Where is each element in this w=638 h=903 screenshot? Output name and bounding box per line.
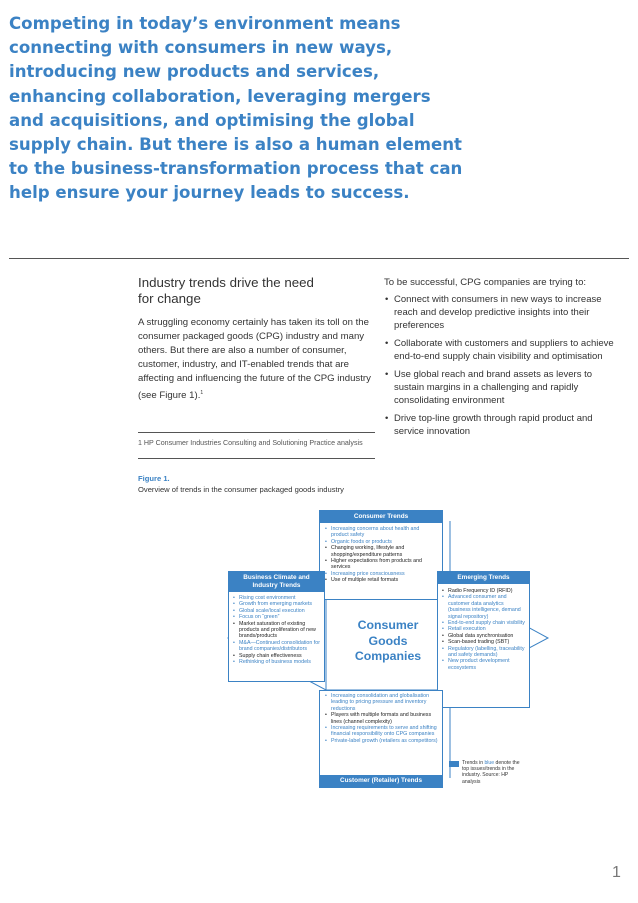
- trend-item: • Increasing price consciousness: [325, 571, 438, 577]
- footnote-divider: [138, 432, 375, 433]
- trend-item: • Radio Frequency ID (RFID): [442, 588, 526, 594]
- trend-item: • Focus on “green”: [233, 614, 321, 620]
- figure-label: Figure 1.: [138, 474, 170, 483]
- business-trends-box: [228, 571, 325, 682]
- trend-item: • Use of multiple retail formats: [325, 577, 438, 583]
- goal-item: • Drive top-line growth through rapid product and service innovation: [384, 412, 624, 438]
- trend-item: • Market saturation of existing products and proliferation of new brands/products: [233, 621, 321, 640]
- consumer-trends-box: [319, 510, 443, 600]
- trend-item: • Advanced consumer and customer data analytics (business intelligence, demand signal repository): [442, 594, 526, 620]
- consumer-trends-title: Consumer Trends: [320, 511, 442, 523]
- trend-item: • Retail execution: [442, 626, 526, 632]
- trend-item: • Changing working, lifestyle and shopping/expenditure patterns: [325, 545, 438, 558]
- goals-list: [384, 293, 624, 438]
- legend-text: Trends in blue denote the top issues/trends in the industry. Source: HP analysis: [462, 760, 520, 785]
- section-title: Industry trends drive the need for change: [138, 275, 314, 306]
- trend-item: • End-to-end supply chain visibility: [442, 620, 526, 626]
- trend-item: • Rising cost environment: [233, 595, 321, 601]
- trend-item: • Increasing concerns about health and product safety: [325, 526, 438, 539]
- emerging-trends-title: Emerging Trends: [438, 572, 529, 584]
- trend-item: • Organic foods or products: [325, 539, 438, 545]
- trend-item: • Supply chain effectiveness: [233, 653, 321, 659]
- left-column: [138, 275, 376, 403]
- trend-item: • M&A—Continued consolidation for brand companies/distributors: [233, 640, 321, 653]
- trend-item: • New product development ecosystems: [442, 658, 526, 671]
- trend-item: • Global scale/local execution: [233, 608, 321, 614]
- footnote-ref: 1: [200, 390, 204, 396]
- trend-item: • Growth from emerging markets: [233, 601, 321, 607]
- business-trends-title: Business Climate and Industry Trends: [229, 572, 324, 592]
- goal-item: • Use global reach and brand assets as levers to sustain margins in a challenging and rapidly consolidating environment: [384, 368, 624, 407]
- emerging-trends-box: [437, 571, 530, 708]
- legend-swatch: [449, 761, 459, 767]
- trend-item: • Scan-based trading (SBT): [442, 639, 526, 645]
- trend-item: • Higher expectations from products and services: [325, 558, 438, 571]
- customer-trends-box: [319, 690, 443, 788]
- trend-item: • Regulatory (labelling, traceability and safety demands): [442, 646, 526, 659]
- right-column: [384, 276, 624, 443]
- intro-paragraph: A struggling economy certainly has taken its toll on the consumer packaged goods (CPG) industry and many others. But there are also a number of consumer, customer, industry, and IT-enabled trends that are affecting and influencing the future of the CPG industry (see Figure 1).$^1$: [138, 317, 371, 402]
- trend-item: • Increasing consolidation and globalisation leading to pricing pressure and inventory reductions: [325, 693, 438, 712]
- section-divider: [9, 258, 629, 259]
- trend-item: • Global data synchronisation: [442, 633, 526, 639]
- business-trends-list: [229, 592, 324, 665]
- right-intro: To be successful, CPG companies are trying to:: [384, 277, 587, 288]
- trend-item: • Rethinking of business models: [233, 659, 321, 665]
- center-label: Consumer Goods Companies: [354, 618, 422, 663]
- goal-item: • Connect with consumers in new ways to increase reach and develop predictive insights into their preferences: [384, 293, 624, 332]
- consumer-trends-list: [320, 523, 442, 584]
- trend-item: • Private-label growth (retailers as competitors): [325, 738, 438, 744]
- trend-item: • Players with multiple formats and business lines (channel complexity): [325, 712, 438, 725]
- page-number: 1: [612, 864, 621, 881]
- goal-item: • Collaborate with customers and suppliers to achieve end-to-end supply chain visibility and optimisation: [384, 337, 624, 363]
- headline: Competing in today’s environment means connecting with consumers in new ways, introducing new products and services, enhancing collaboration, leveraging mergers and acquisitions, and optimising the global supply chain. But there is also a human element to the business-transformation process that can help ensure your journey leads to success.: [9, 14, 463, 203]
- emerging-trends-list: [438, 584, 529, 671]
- footnote-divider-bottom: [138, 458, 375, 459]
- customer-trends-title: Customer (Retailer) Trends: [320, 775, 442, 787]
- footnote: 1 HP Consumer Industries Consulting and Solutioning Practice analysis: [138, 439, 363, 447]
- trend-item: • Increasing requirements to serve and shifting financial responsibility onto CPG companies: [325, 725, 438, 738]
- customer-trends-list: [320, 691, 442, 744]
- figure-caption: Overview of trends in the consumer packaged goods industry: [138, 485, 344, 494]
